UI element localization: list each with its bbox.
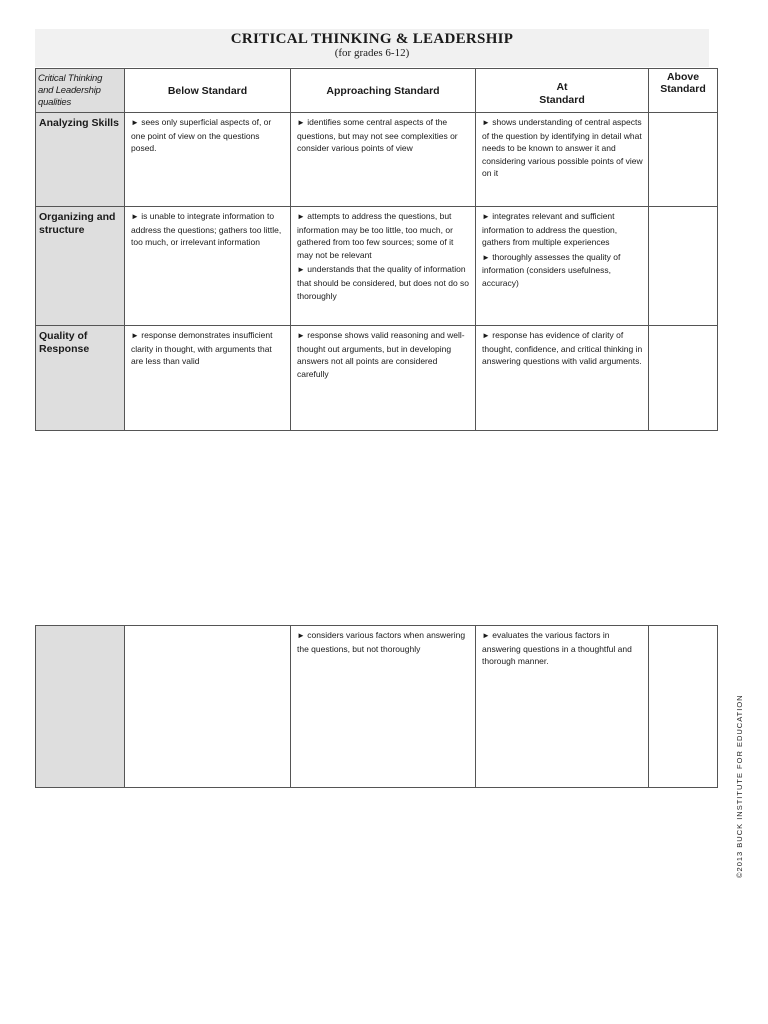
- bullet-arrow-icon: ►: [297, 118, 305, 127]
- cell-text: ► response shows valid reasoning and well-thought out arguments, but in developing answers not all points are considered carefully: [297, 330, 465, 379]
- rubric-table: [35, 68, 718, 431]
- rubric-table-continued: [35, 625, 718, 788]
- above-standard-header: Above Standard: [649, 69, 718, 113]
- qualities-column-header: Critical Thinking and Leadership qualities: [36, 69, 125, 113]
- cell-text: ► thoroughly assesses the quality of information (considers usefulness, accuracy): [482, 251, 621, 288]
- row-label-continued: [36, 626, 125, 788]
- bullet-arrow-icon: ►: [131, 331, 139, 340]
- cell-text: ► response has evidence of clarity of thought, confidence, and critical thinking in answering questions with valid arguments.: [482, 330, 643, 367]
- copyright-notice: ©2013 BUCK INSTITUTE FOR EDUCATION: [735, 694, 744, 878]
- above-standard-cell: [649, 207, 718, 326]
- bullet-arrow-icon: ►: [297, 265, 305, 275]
- cell-text: ► is unable to integrate information to address the questions; gathers too little, too much, or irrelevant information: [131, 211, 282, 248]
- below-standard-cell: [125, 626, 291, 788]
- bullet-arrow-icon: ►: [131, 118, 139, 127]
- above-standard-cell: [649, 326, 718, 431]
- bullet-arrow-icon: ►: [297, 631, 305, 640]
- bullet-arrow-icon: ►: [297, 212, 305, 221]
- bullet-arrow-icon: ►: [482, 212, 490, 221]
- above-standard-cell: [649, 626, 718, 788]
- row-label-quality: Quality of Response: [36, 326, 125, 431]
- row-label-analyzing: Analyzing Skills: [36, 113, 125, 207]
- cell-text: ► shows understanding of central aspects of the question by identifying in detail what needs to be known to answer it and considering various possible points of view on it: [482, 117, 643, 179]
- table-header-row: [36, 69, 718, 113]
- bullet-arrow-icon: ►: [482, 252, 490, 262]
- table-row: [36, 113, 718, 207]
- bullet-arrow-icon: ►: [131, 212, 139, 221]
- above-standard-cell: [649, 113, 718, 207]
- cell-text: ► evaluates the various factors in answering questions in a thoughtful and thorough manner.: [482, 630, 632, 667]
- cell-text: ► sees only superficial aspects of, or one point of view on the questions posed.: [131, 117, 272, 154]
- bullet-arrow-icon: ►: [482, 631, 490, 640]
- table-row: [36, 207, 718, 326]
- cell-text: ► response demonstrates insufficient clarity in thought, with arguments that are less than valid: [131, 330, 273, 367]
- bullet-arrow-icon: ►: [482, 331, 490, 340]
- cell-text: ► understands that the quality of information that should be considered, but does not do so thoroughly: [297, 264, 470, 301]
- table-row: [36, 626, 718, 788]
- bullet-arrow-icon: ►: [482, 118, 490, 127]
- cell-text: ► considers various factors when answering the questions, but not thoroughly: [297, 630, 466, 654]
- page-title: CRITICAL THINKING & LEADERSHIP: [230, 31, 514, 47]
- row-label-organizing: Organizing and structure: [36, 207, 125, 326]
- cell-text: ► identifies some central aspects of the questions, but may not see complexities or consider various points of view: [297, 117, 458, 154]
- at-standard-header: At Standard: [476, 69, 649, 113]
- below-standard-header: Below Standard: [125, 69, 291, 113]
- bullet-arrow-icon: ►: [297, 331, 305, 340]
- cell-text: ► attempts to address the questions, but information may be too little, too much, or gathered from too few sources; some of it may not be relevant: [297, 211, 454, 260]
- cell-text: ► integrates relevant and sufficient information to address the question, gathers from multiple experiences: [482, 211, 618, 248]
- rubric-header: [35, 29, 709, 67]
- table-row: [36, 326, 718, 431]
- page-subtitle: (for grades 6-12): [334, 47, 410, 59]
- approaching-standard-header: Approaching Standard: [291, 69, 476, 113]
